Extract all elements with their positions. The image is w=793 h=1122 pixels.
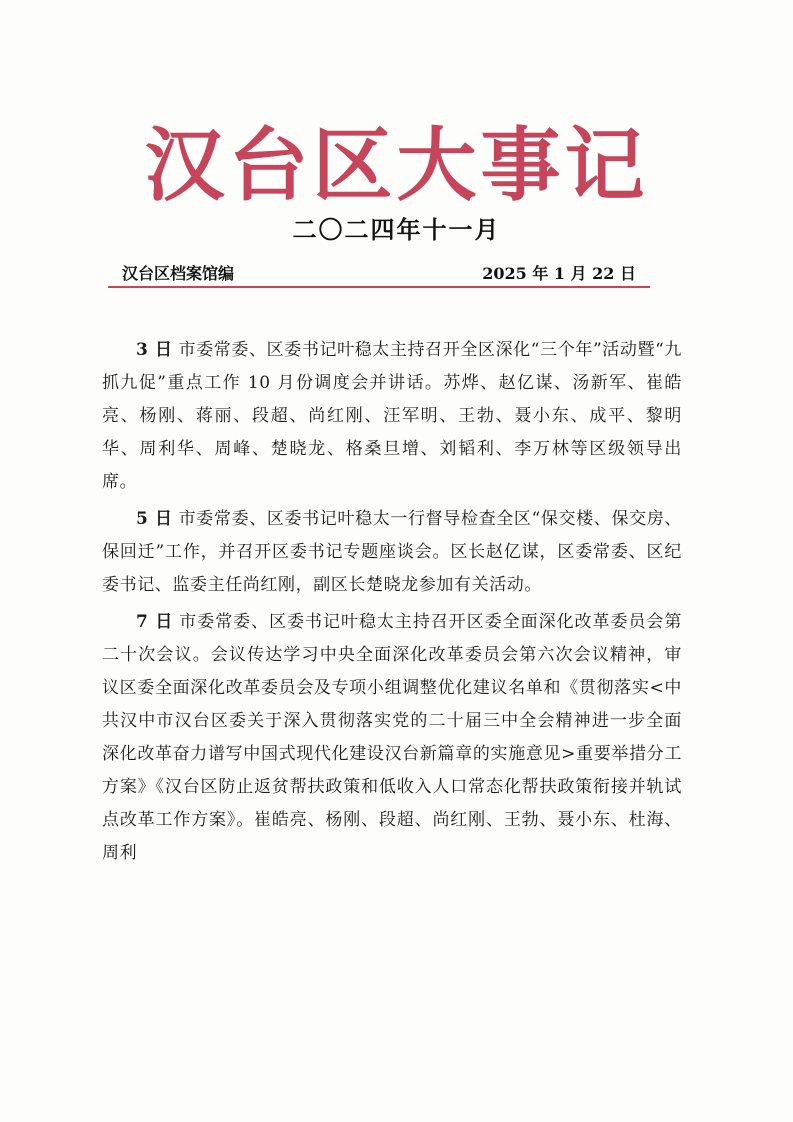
meta-row (108, 262, 650, 286)
entry-paragraph (102, 503, 682, 602)
entry-day: 3 日 (136, 340, 173, 360)
entry-text: 市委常委、区委书记叶稳太主持召开区委全面深化改革委员会第二十次会议。会议传达学习中央全面深化改革委员会第六次会议精神，审议区委全面深化改革委员会及专项小组调整优化建议名单和《贯彻落实<中共汉中市汉台区委关于深入贯彻落实党的二十届三中全会精神进一步全面深化改革奋力谱写中国式现代化建设汉台新篇章的实施意见>重要举措分工方案》《汉台区防止返贫帮扶政策和低收入人口常态化帮扶政策衔接并轨试点改革工作方案》。崔皓亮、杨刚、段超、尚红刚、王勃、聂小东、杜海、周利 (102, 612, 682, 863)
masthead-title: 汉台区大事记 (144, 119, 649, 212)
header-divider (108, 286, 650, 288)
entry-day: 5 日 (136, 509, 173, 529)
entry-text: 市委常委、区委书记叶稳太主持召开全区深化“三个年”活动暨“九抓九促”重点工作 10 月份调度会并讲话。苏烨、赵亿谋、汤新军、崔皓亮、杨刚、蒋丽、段超、尚红刚、汪军明、王勃、聂小东、成平、黎明华、周利华、周峰、楚晓龙、格桑旦增、刘韬利、李万林等区级领导出席。 (102, 340, 682, 492)
compiler-label: 汉台区档案馆编 (122, 264, 235, 283)
entry-day: 7 日 (136, 612, 174, 632)
document-body (102, 334, 682, 874)
entry-paragraph (102, 334, 682, 499)
entry-paragraph (102, 606, 682, 870)
publish-date: 2025 年 1 月 22 日 (482, 264, 636, 283)
entry-text: 市委常委、区委书记叶稳太一行督导检查全区“保交楼、保交房、保回迁”工作，并召开区委书记专题座谈会。区长赵亿谋，区委常委、区纪委书记、监委主任尚红刚，副区长楚晓龙参加有关活动。 (102, 509, 682, 595)
issue-date: 二〇二四年十一月 (292, 215, 501, 244)
